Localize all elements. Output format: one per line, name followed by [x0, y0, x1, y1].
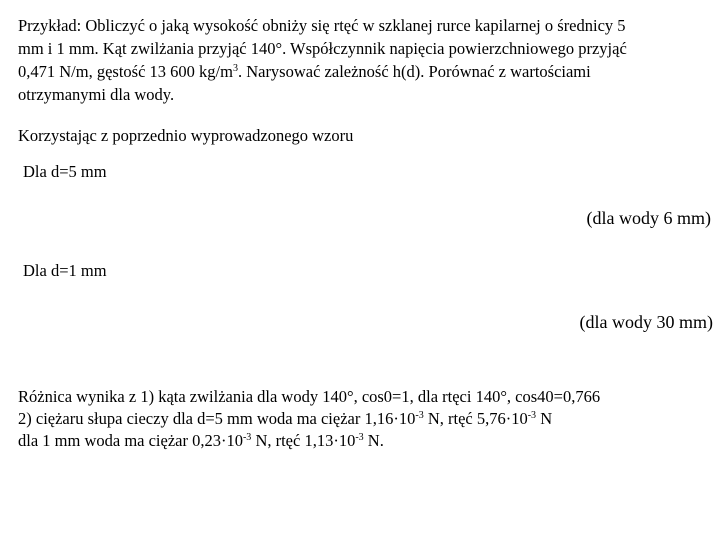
problem-line-3-text: 0,471 N/m, gęstość 13 600 kg/m [18, 62, 233, 81]
difference-line-3 [18, 430, 600, 452]
difference-line-2-a: 2) ciężaru słupa cieczy dla d=5 mm woda ma ciężar 1,16·10 [18, 409, 416, 428]
problem-statement [18, 14, 627, 106]
difference-line-2-b: N, rtęć 5,76·10 [423, 409, 528, 428]
difference-line-3-exp-a: -3 [242, 432, 252, 443]
difference-line-3-exp-b: -3 [355, 432, 364, 443]
difference-line-3-c: N. [363, 431, 384, 450]
difference-line-2-c: N [536, 409, 553, 428]
difference-explanation [18, 386, 600, 452]
problem-line-3-rest: . Narysować zależność h(d). Porównać z wartościami [237, 62, 591, 81]
intro-text: Korzystając z poprzednio wyprowadzonego wzoru [18, 126, 354, 145]
difference-line-2 [18, 408, 600, 430]
case-d5-water-note: (dla wody 6 mm) [586, 208, 711, 228]
difference-line-2-exp-a: -3 [415, 410, 424, 421]
problem-line-2: mm i 1 mm. Kąt zwilżania przyjąć 140°. Współczynnik napięcia powierzchniowego przyjąć [18, 39, 627, 58]
difference-line-2-exp-b: -3 [527, 410, 537, 421]
problem-line-4: otrzymanymi dla wody. [18, 85, 175, 104]
problem-line-3 [18, 60, 627, 83]
difference-line-3-a: dla 1 mm woda ma ciężar 0,23·10 [18, 431, 243, 450]
case-d1-water-note: (dla wody 30 mm) [579, 312, 713, 332]
difference-line-3-b: N, rtęć 1,13·10 [251, 431, 356, 450]
case-d5-label: Dla d=5 mm [23, 162, 107, 181]
problem-line-1: Przykład: Obliczyć o jaką wysokość obniży się rtęć w szklanej rurce kapilarnej o średnicy 5 [18, 16, 626, 35]
case-d1-label: Dla d=1 mm [23, 261, 107, 280]
difference-line-1: Różnica wynika z 1) kąta zwilżania dla wody 140°, cos0=1, dla rtęci 140°, cos40=0,766 [18, 387, 601, 406]
cubic-exponent: 3 [232, 63, 238, 74]
